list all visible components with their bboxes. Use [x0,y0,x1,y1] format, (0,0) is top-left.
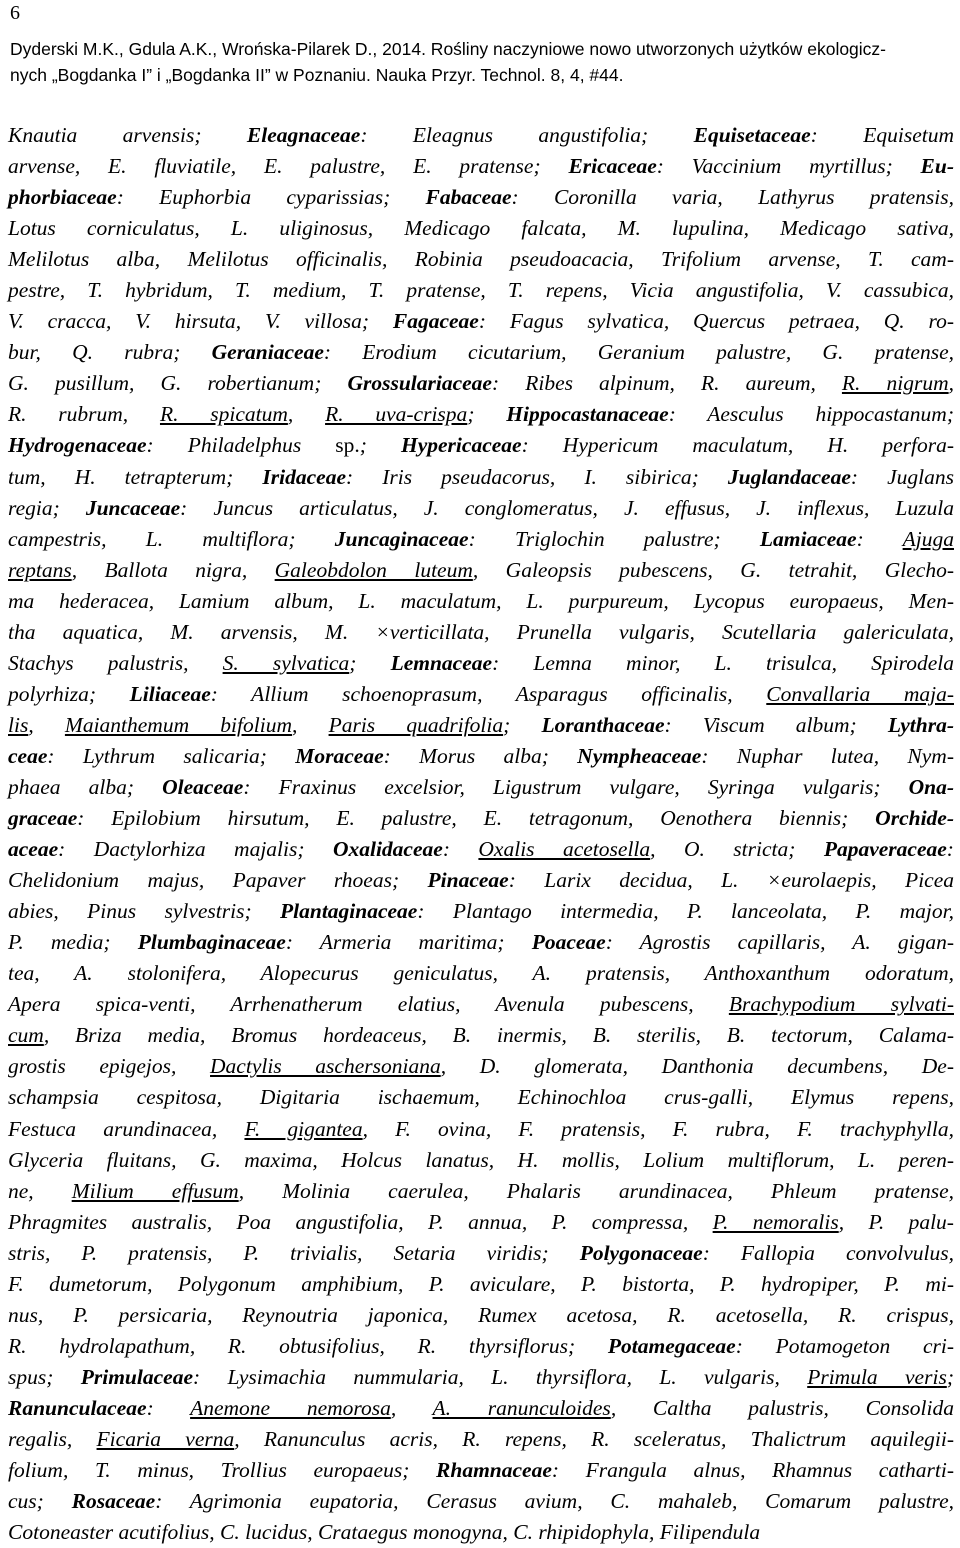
text-run: regalis, [8,1426,97,1451]
family-name: Lamiaceae [759,526,857,551]
family-name: Oxalidaceae [332,837,443,862]
text-run: schampsia cespitosa, Digitaria ischaemum, Echinochloa crus-galli, Elymus repens, [8,1085,954,1110]
family-name: Juglandaceae [727,464,851,489]
text-line [8,741,954,772]
underlined-species: reptans [8,557,72,582]
text-run: ; [359,433,401,458]
text-run: , Galeopsis pubescens, G. tetrahit, Glecho- [472,557,954,582]
text-line [8,1455,954,1486]
text-run: ; [503,712,542,737]
underlined-species: R. uva-crispa [325,402,468,427]
family-name: Hydrogenaceae [8,433,147,458]
text-run: : Epilobium hirsutum, E. palustre, E. tetragonum, Oenothera biennis; [77,806,876,831]
underlined-species: Milium effusum [71,1178,239,1203]
text-run: : Potamogeton cri- [735,1333,954,1358]
text-line [8,1176,954,1207]
text-line [8,927,954,958]
underlined-species: Brachypodium sylvati- [728,992,954,1017]
text-run: : [442,837,479,862]
text-run: campestris, L. multiflora; [8,526,335,551]
text-run: tum, H. tetrapterum; [8,464,263,489]
text-line [8,1238,954,1269]
text-line [8,493,954,524]
text-run: : Lysimachia nummularia, L. thyrsiflora, L. vulgaris, [193,1364,808,1389]
text-line [8,524,954,555]
text-run: : Eleagnus angustifolia; [360,123,694,147]
underlined-species: S. sylvatica [222,650,350,675]
family-name: Rosaceae [71,1489,156,1514]
text-run: grostis epigejos, [8,1054,211,1079]
text-run: : Triglochin palustre; [468,526,760,551]
text-line [8,244,954,275]
text-line [8,679,954,710]
text-run: : Viscum album; [664,712,888,737]
text-run: ma hederacea, Lamium album, L. maculatum, L. purpureum, Lycopus europaeus, Men- [8,588,954,613]
family-name: Orchide- [875,806,954,831]
text-run: : [946,837,954,862]
underlined-species: A. ranunculoides [432,1395,611,1420]
text-run: , F. ovina, F. pratensis, F. rubra, F. trachyphylla, [362,1116,955,1141]
text-run: : Hypericum maculatum, H. perfora- [521,433,954,458]
family-name: Juncaginaceae [334,526,469,551]
text-line [8,1269,954,1300]
text-line [8,1362,954,1393]
text-run: Lotus corniculatus, L. uliginosus, Medicago falcata, M. lupulina, Medicago sativa, [8,216,954,241]
text-line [8,1424,954,1455]
text-run: : Lemna minor, L. trisulca, Spirodela [492,650,954,675]
text-line [8,462,954,493]
family-name: Lythra- [887,712,954,737]
text-run: ; [349,650,391,675]
text-line [8,368,954,399]
underlined-species: R. nigrum [841,371,949,396]
text-run: pestre, T. hybridum, T. medium, T. pratense, T. repens, Vicia angustifolia, V. cassubica, [8,278,954,303]
family-name: graceae [8,806,78,831]
text-line [8,1145,954,1176]
text-run: : Fallopia convolvulus, [702,1240,955,1265]
species-list-paragraph [8,120,954,1548]
text-line [8,586,954,617]
family-name: Hypericaceae [401,433,522,458]
text-line [8,1331,954,1362]
text-run: Knautia arvensis; [8,123,247,147]
text-run: : Euphorbia cyparissias; [116,185,426,210]
text-line [8,1207,954,1238]
text-run: Chelidonium majus, Papaver rhoeas; [8,868,428,893]
text-run: arvense, E. fluviatile, E. palustre, E. pratense; [8,154,569,179]
family-name: Oleaceae [162,774,244,799]
family-name: Juncaceae [85,495,181,520]
page-number: 6 [10,2,20,24]
text-run: : Agrostis capillaris, A. gigan- [605,930,954,955]
text-run: , Briza media, Bromus hordeaceus, B. inermis, B. sterilis, B. tectorum, Calama- [43,1023,954,1048]
text-run: : [856,526,903,551]
text-line [8,430,954,461]
text-run: phaea alba; [8,774,163,799]
running-header-citation [10,36,950,88]
text-run: , [948,371,955,396]
family-name: Iridaceae [262,464,347,489]
underlined-species: Convallaria maja- [766,681,954,706]
text-line [8,399,954,430]
underlined-species: Dactylis aschersoniana [210,1054,441,1079]
text-line [8,213,954,244]
underlined-species: R. spicatum [159,402,288,427]
family-name: Primulaceae [80,1364,193,1389]
text-run: F. dumetorum, Polygonum amphibium, P. aviculare, P. bistorta, P. hydropiper, P. mi- [8,1271,954,1296]
text-run: regia; [8,495,86,520]
underlined-species: P. nemoralis [712,1209,839,1234]
text-run: ; [946,1364,954,1389]
text-run: : Equisetum [810,123,954,147]
citation-line: nych „Bogdanka I” i „Bogdanka II” w Poznaniu. Nauka Przyr. Technol. 8, 4, #44. [10,65,624,85]
text-line [8,865,954,896]
text-run: Stachys palustris, [8,650,223,675]
text-run: : Philadelphus [146,433,336,458]
underlined-species: Paris quadrifolia [328,712,504,737]
text-run: R. rubrum, [8,402,160,427]
family-name: Nympheaceae [577,743,702,768]
family-name: Pinaceae [427,868,509,893]
family-name: Grossulariaceae [347,371,492,396]
text-line [8,337,954,368]
text-run: , D. glomerata, Danthonia decumbens, De- [440,1054,954,1079]
text-run: polyrhiza; [8,681,130,706]
text-line [8,958,954,989]
text-line [8,617,954,648]
underlined-species: cum [8,1023,44,1048]
family-name: Hippocastanaceae [506,402,669,427]
text-run: : Juncus articulatus, J. conglomeratus, J. effusus, J. inflexus, Luzula [180,495,954,520]
text-run: : Erodium cicutarium, Geranium palustre, G. pratense, [323,340,954,365]
text-line [8,1114,954,1145]
text-run: bur, Q. rubra; [8,340,212,365]
text-run: : Larix decidua, L. ×eurolaepis, Picea [508,868,954,893]
text-line [8,1020,954,1051]
text-line [8,1300,954,1331]
text-run: spus; [8,1364,81,1389]
text-run: Phragmites australis, Poa angustifolia, P. annua, P. compressa, [8,1209,713,1234]
family-name: Plantaginaceae [280,899,418,924]
family-name: Geraniaceae [211,340,324,365]
text-run: tha aquatica, M. arvensis, M. ×verticillata, Prunella vulgaris, Scutellaria galericulata, [8,619,954,644]
underlined-species: Galeobdolon luteum [274,557,473,582]
text-run: , [390,1395,433,1420]
family-name: phorbiaceae [8,185,117,210]
underlined-species: F. gigantea [244,1116,363,1141]
text-run: Festuca arundinacea, [8,1116,245,1141]
text-run: ne, [8,1178,72,1203]
family-name: Ona- [908,774,954,799]
text-run: abies, Pinus sylvestris; [8,899,280,924]
text-line [8,1051,954,1082]
text-run: V. cracca, V. hirsuta, V. villosa; [8,309,393,334]
text-run: Glyceria fluitans, G. maxima, Holcus lanatus, H. mollis, Lolium multiflorum, L. peren- [8,1147,954,1172]
family-name: Lemnaceae [390,650,493,675]
text-run: nus, P. persicaria, Reynoutria japonica, Rumex acetosa, R. acetosella, R. crispus, [8,1302,954,1327]
text-line [8,803,954,834]
family-name: Ericaceae [568,154,657,179]
text-run: : Frangula alnus, Rhamnus catharti- [551,1458,955,1483]
family-name: aceae [8,837,59,862]
text-run: tea, A. stolonifera, Alopecurus geniculatus, A. pratensis, Anthoxanthum odoratum, [8,961,954,986]
text-run: , [291,712,329,737]
family-name: Eleagnaceae [246,123,361,147]
text-run: cus; [8,1489,72,1514]
text-run: folium, T. minus, Trollius europaeus; [8,1458,437,1483]
text-run: P. media; [8,930,138,955]
text-run: : Ribes alpinum, R. aureum, [491,371,842,396]
text-run: Apera spica-venti, Arrhenatherum elatius, Avenula pubescens, [8,992,729,1017]
underlined-species: Oxalis acetosella [478,837,651,862]
text-line [8,151,954,182]
text-run: : Vaccinium myrtillus; [656,154,921,179]
text-line [8,275,954,306]
text-run: : Morus alba; [383,743,578,768]
text-run: , Ranunculus acris, R. repens, R. sceleratus, Thalictrum aquilegii- [234,1426,954,1451]
text-line [8,989,954,1020]
family-name: Polygonaceae [579,1240,703,1265]
text-run: : Lythrum salicaria; [47,743,296,768]
text-run: : Coronilla varia, Lathyrus pratensis, [511,185,955,210]
family-name: Eu- [920,154,954,179]
underlined-species: Anemone nemorosa [190,1395,391,1420]
text-run: , Molinia caerulea, Phalaris arundinacea, Phleum pratense, [238,1178,954,1203]
family-name: Poaceae [531,930,606,955]
text-run: R. hydrolapathum, R. obtusifolius, R. thyrsiflorus; [8,1333,608,1358]
text-run: stris, P. pratensis, P. trivialis, Setaria viridis; [8,1240,580,1265]
family-name: ceae [8,743,48,768]
underlined-species: Maianthemum bifolium [64,712,292,737]
text-run: : [146,1395,191,1420]
text-run: , P. palu- [838,1209,954,1234]
family-name: Papaveraceae [823,837,947,862]
family-name: Plumbaginaceae [137,930,286,955]
text-line [8,1486,954,1517]
text-line [8,896,954,927]
text-run: : Aesculus hippocastanum; [668,402,954,427]
text-line [8,772,954,803]
family-name: Moraceae [295,743,384,768]
text-line [8,120,954,151]
family-name: Loranthaceae [541,712,665,737]
text-run: : Dactylorhiza majalis; [58,837,333,862]
text-run: : Juglans [850,464,955,489]
text-run: sp. [335,433,360,458]
text-run: , O. stricta; [650,837,824,862]
citation-line: Dyderski M.K., Gdula A.K., Wrońska-Pilarek D., 2014. Rośliny naczyniowe nowo utworzonych użytków ekologicz- [10,39,887,59]
text-line [8,182,954,213]
text-run: : Fagus sylvatica, Quercus petraea, Q. ro- [478,309,954,334]
family-name: Fabaceae [425,185,512,210]
text-run: : Nuphar lutea, Nym- [701,743,954,768]
underlined-species: Primula veris [807,1364,947,1389]
text-line [8,555,954,586]
family-name: Equisetaceae [693,123,811,147]
text-run: , [287,402,326,427]
text-line [8,648,954,679]
underlined-species: Ajuga [902,526,954,551]
family-name: Potamegaceae [607,1333,736,1358]
text-run: G. pusillum, G. robertianum; [8,371,348,396]
family-name: Fagaceae [392,309,479,334]
family-name: Rhamnaceae [436,1458,552,1483]
text-run: Cotoneaster acutifolius, C. lucidus, Crataegus monogyna, C. rhipidophyla, Filipendula [8,1520,761,1545]
text-run: : Iris pseudacorus, I. sibirica; [346,464,728,489]
text-run: : Fraxinus excelsior, Ligustrum vulgare, Syringa vulgaris; [243,774,909,799]
underlined-species: Ficaria verna [96,1426,235,1451]
text-run: , Ballota nigra, [71,557,275,582]
family-name: Ranunculaceae [8,1395,147,1420]
text-line [8,306,954,337]
text-run: : Allium schoenoprasum, Asparagus officinalis, [210,681,767,706]
text-line [8,834,954,865]
text-run: : Armeria maritima; [285,930,532,955]
text-run: , [28,712,65,737]
text-run: : Plantago intermedia, P. lanceolata, P. major, [417,899,954,924]
family-name: Liliaceae [129,681,211,706]
text-line [8,1393,954,1424]
text-run: ; [467,402,507,427]
text-line [8,1517,954,1548]
text-run: : Agrimonia eupatoria, Cerasus avium, C. mahaleb, Comarum palustre, [155,1489,954,1514]
text-run: Melilotus alba, Melilotus officinalis, Robinia pseudoacacia, Trifolium arvense, T. cam- [8,247,954,272]
text-line [8,1082,954,1113]
text-line [8,710,954,741]
underlined-species: lis [8,712,29,737]
text-run: , Caltha palustris, Consolida [610,1395,954,1420]
